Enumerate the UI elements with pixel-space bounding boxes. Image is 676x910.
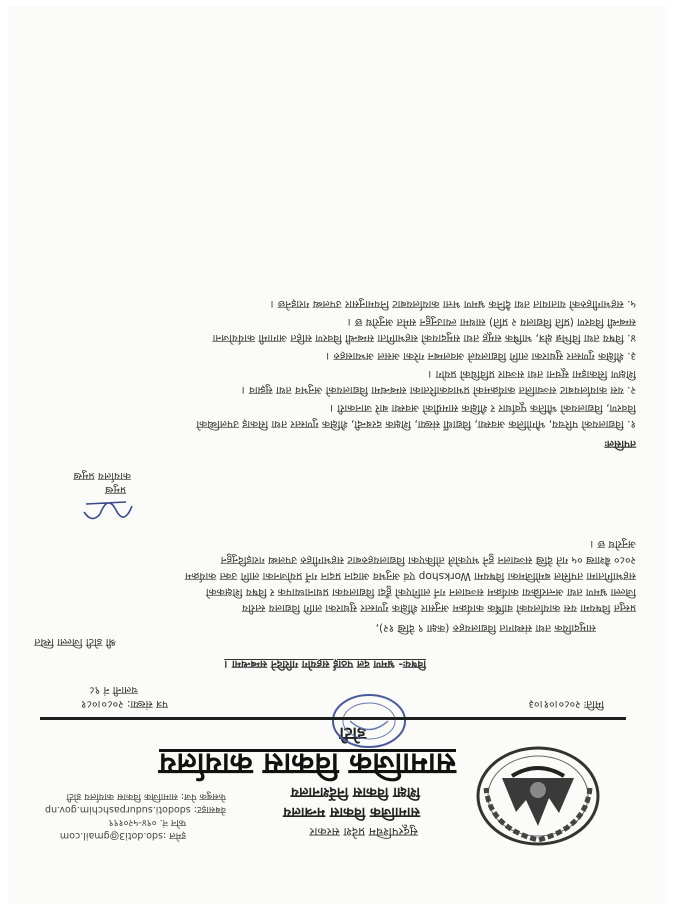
office-title: सामाजिक विकास कार्यालय	[159, 746, 456, 781]
tapasil-item-5: ५. सहभागीहरुको यातायात तथा दैनिक भ्रमण भत्ता कार्यालयबाट नियमानुसार उपलब्ध गराइनेछ ।	[270, 298, 636, 310]
header-line-province: सुदूरपश्चिम प्रदेश सरकार	[309, 825, 418, 839]
contact-email: इमेल :sdo.doti3@gmail.com	[59, 830, 186, 841]
body-line-4: २०८० बैशाख ०५ गते देखि सञ्चालन हुने भएकोले तोकिएका विद्यालयहरुबाट सहभागीहरु उपलब्ध गराइदिनुहुन	[220, 554, 636, 566]
office-stamp-icon	[330, 692, 408, 750]
tapasil-item-4a: ४. विषय तथा विभिन्न क्षेत्र, भाषिक समूह तथा समुदायको सहभागिता सम्बन्धी विवरण सहित आगामी कार्ययोजना	[212, 332, 636, 344]
contact-phone: फोन नं. ०९४-५२०१९९	[108, 817, 186, 828]
dispatch-number: चलानी नं ९८	[89, 684, 138, 696]
body-line-3: सहभागितामा तपसिल बमोजिमका विषयमा Workshop एवं अनुभव आदान प्रदान गर्ने प्रयोजनका लागि उक्त कार्यक्रम	[184, 570, 636, 582]
header-line-ministry: सामाजिक विकास मन्त्रालय	[283, 804, 420, 820]
tapasil-item-1b: विवरण, विद्यालयको भौतिक पूर्वाधार र शैक्षिक सामग्रीको अवस्था बारे जानकारी ।	[329, 402, 636, 414]
recipient-line-1: श्री डोटी जिल्ला स्थित	[34, 636, 116, 648]
letter-subject: विषयः- भ्रमण दल पठाई सहयोग गरिदिने सम्बन्धमा ।	[224, 658, 426, 670]
tapasil-label: तपसिलः	[604, 438, 636, 450]
body-line-2: जिल्ला भ्रमण तथा अन्तरक्रिया कार्यक्रम सञ्चालन गर्न लागिएको हुँदा विद्यालयका प्रधानाध्यापक र विषय शिक्षकको	[205, 586, 636, 598]
signature-post: कार्यालय प्रमुख	[73, 470, 131, 482]
header-divider	[40, 717, 626, 720]
contact-website: वेबसाइट: sdodoti.sudurpashchim.gov.np	[45, 804, 226, 815]
body-line-1: प्रस्तुत विषयमा यस कार्यालयको वार्षिक कार्यक्रम अनुसार शैक्षिक गुणस्तर सुधारका लागि विद्यालय स्तरीय	[241, 602, 636, 614]
signature-icon	[76, 496, 136, 532]
tapasil-item-2a: २. यस कार्यालयबाट सञ्चालित कार्यक्रमको प्रभावकारिताका सम्बन्धमा विद्यालयको अनुभव तथा सुझाव ।	[241, 384, 636, 396]
letter-date: मितिः २०८०।०१।०३	[528, 698, 604, 710]
letter-number: पत्र संख्या: २०८०।०८१	[81, 698, 168, 710]
office-place: डोटी	[339, 723, 366, 743]
header-line-directorate: शिक्षा विकास निर्देशनालय	[290, 784, 420, 800]
tapasil-item-2b: शिक्षण सिकाइमा सूचना तथा सञ्चार प्रविधिको प्रयोग ।	[428, 368, 636, 380]
tapasil-item-1a: १. विद्यालयको परिचय, भौगोलिक अवस्था, विद्यार्थी संख्या, शिक्षक दरबन्दी, शैक्षिक गुणस्तर तथा सिकाइ उपलब्धिको	[196, 418, 636, 430]
signature-name: प्रमुख	[104, 484, 126, 496]
tapasil-item-3: ३. शैक्षिक गुणस्तर सुधारका लागि विद्यालयले अवलम्बन गरेका असल अभ्यासहरु ।	[326, 350, 636, 362]
contact-facebook: फेसबुक पेज: सामाजिक विकास कार्यालय डोटी	[66, 791, 226, 802]
body-line-5: अनुरोध छ ।	[590, 538, 636, 550]
recipient-line-2: सामुदायिक तथा संस्थागत विद्यालयहरु (कक्षा ९ देखि १२),	[375, 622, 596, 634]
tapasil-item-4b: सम्बन्धी विवरण (प्रति विद्यालय २ प्रति) साथमा ल्याउनुहुन समेत अनुरोध छ ।	[347, 316, 636, 328]
nepal-emblem-icon	[472, 744, 604, 848]
